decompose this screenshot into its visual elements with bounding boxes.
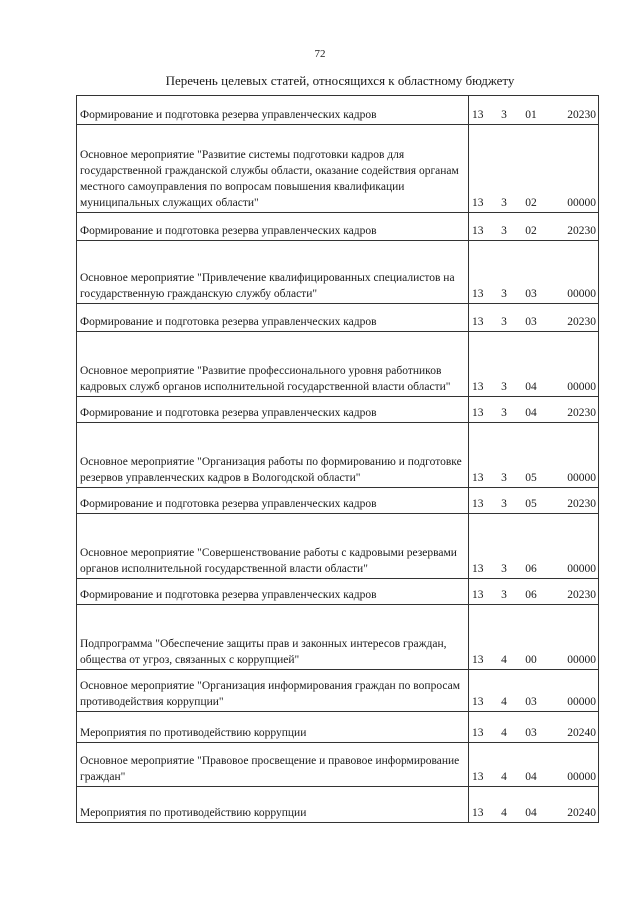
code-event: 03 — [513, 712, 548, 743]
code-subprogram: 3 — [494, 304, 513, 332]
row-name: Формирование и подготовка резерва управленческих кадров — [77, 397, 469, 423]
code-subprogram: 3 — [494, 423, 513, 488]
code-event: 05 — [513, 423, 548, 488]
code-direction: 20240 — [548, 787, 599, 823]
code-subprogram: 3 — [494, 514, 513, 579]
row-name: Формирование и подготовка резерва управленческих кадров — [77, 304, 469, 332]
code-program: 13 — [469, 605, 495, 670]
code-program: 13 — [469, 304, 495, 332]
table-row — [77, 397, 599, 423]
row-name: Формирование и подготовка резерва управленческих кадров — [77, 213, 469, 241]
code-subprogram: 3 — [494, 332, 513, 397]
row-name: Формирование и подготовка резерва управленческих кадров — [77, 488, 469, 514]
code-event: 02 — [513, 125, 548, 213]
code-direction: 20230 — [548, 397, 599, 423]
code-event: 04 — [513, 332, 548, 397]
target-articles-table — [76, 95, 599, 823]
code-direction: 00000 — [548, 743, 599, 787]
table-row — [77, 241, 599, 304]
row-name: Основное мероприятие "Совершенствование работы с кадровыми резервами органов исполнительной государственной власти области" — [77, 514, 469, 579]
code-program: 13 — [469, 712, 495, 743]
code-subprogram: 4 — [494, 787, 513, 823]
code-event: 04 — [513, 743, 548, 787]
code-program: 13 — [469, 787, 495, 823]
code-subprogram: 4 — [494, 743, 513, 787]
row-name: Подпрограмма "Обеспечение защиты прав и законных интересов граждан, общества от угроз, связанных с коррупцией" — [77, 605, 469, 670]
table-row — [77, 125, 599, 213]
row-name: Основное мероприятие "Правовое просвещение и правовое информирование граждан" — [77, 743, 469, 787]
table-row — [77, 605, 599, 670]
code-direction: 20230 — [548, 579, 599, 605]
table-caption: Перечень целевых статей, относящихся к областному бюджету — [165, 73, 515, 88]
table-row — [77, 96, 599, 125]
code-direction: 00000 — [548, 332, 599, 397]
table-row — [77, 579, 599, 605]
table-row — [77, 712, 599, 743]
row-name: Основное мероприятие "Организация информирования граждан по вопросам противодействия коррупции" — [77, 670, 469, 712]
code-subprogram: 4 — [494, 605, 513, 670]
code-program: 13 — [469, 743, 495, 787]
code-direction: 20230 — [548, 213, 599, 241]
code-direction: 20230 — [548, 304, 599, 332]
code-subprogram: 4 — [494, 712, 513, 743]
code-subprogram: 3 — [494, 96, 513, 125]
code-direction: 20230 — [548, 96, 599, 125]
code-program: 13 — [469, 332, 495, 397]
table-row — [77, 488, 599, 514]
row-name: Основное мероприятие "Организация работы по формированию и подготовке резервов управленческих кадров в Вологодской области" — [77, 423, 469, 488]
table-row — [77, 332, 599, 397]
table-row — [77, 787, 599, 823]
row-name: Формирование и подготовка резерва управленческих кадров — [77, 96, 469, 125]
row-name: Основное мероприятие "Развитие профессионального уровня работников кадровых служб органов исполнительной государственной власти области" — [77, 332, 469, 397]
code-subprogram: 3 — [494, 579, 513, 605]
table-row — [77, 514, 599, 579]
table-row — [77, 213, 599, 241]
code-event: 04 — [513, 787, 548, 823]
code-event: 04 — [513, 397, 548, 423]
code-event: 03 — [513, 670, 548, 712]
code-direction: 00000 — [548, 514, 599, 579]
code-event: 02 — [513, 213, 548, 241]
code-program: 13 — [469, 397, 495, 423]
table-row — [77, 670, 599, 712]
code-event: 01 — [513, 96, 548, 125]
code-direction: 00000 — [548, 423, 599, 488]
code-program: 13 — [469, 670, 495, 712]
table-row — [77, 423, 599, 488]
code-program: 13 — [469, 423, 495, 488]
code-subprogram: 3 — [494, 397, 513, 423]
code-subprogram: 3 — [494, 213, 513, 241]
code-direction: 00000 — [548, 241, 599, 304]
code-direction: 20240 — [548, 712, 599, 743]
table-row — [77, 743, 599, 787]
code-direction: 00000 — [548, 605, 599, 670]
code-subprogram: 3 — [494, 488, 513, 514]
row-name: Мероприятия по противодействию коррупции — [77, 712, 469, 743]
code-program: 13 — [469, 241, 495, 304]
code-direction: 00000 — [548, 670, 599, 712]
code-program: 13 — [469, 96, 495, 125]
code-program: 13 — [469, 514, 495, 579]
page-number: 72 — [314, 48, 326, 60]
row-name: Основное мероприятие "Развитие системы подготовки кадров для государственной гражданской службы области, оказание содействия органам местного самоуправления по вопросам повышения квалификации муниципальных служащих области" — [77, 125, 469, 213]
code-program: 13 — [469, 579, 495, 605]
code-direction: 00000 — [548, 125, 599, 213]
code-program: 13 — [469, 213, 495, 241]
table-row — [77, 304, 599, 332]
code-direction: 20230 — [548, 488, 599, 514]
code-event: 03 — [513, 304, 548, 332]
code-event: 06 — [513, 579, 548, 605]
code-subprogram: 4 — [494, 670, 513, 712]
code-event: 05 — [513, 488, 548, 514]
code-subprogram: 3 — [494, 241, 513, 304]
code-program: 13 — [469, 488, 495, 514]
code-subprogram: 3 — [494, 125, 513, 213]
code-event: 06 — [513, 514, 548, 579]
code-event: 00 — [513, 605, 548, 670]
row-name: Основное мероприятие "Привлечение квалифицированных специалистов на государственную гражданскую службу области" — [77, 241, 469, 304]
table-body — [77, 96, 599, 823]
code-event: 03 — [513, 241, 548, 304]
row-name: Формирование и подготовка резерва управленческих кадров — [77, 579, 469, 605]
code-program: 13 — [469, 125, 495, 213]
row-name: Мероприятия по противодействию коррупции — [77, 787, 469, 823]
